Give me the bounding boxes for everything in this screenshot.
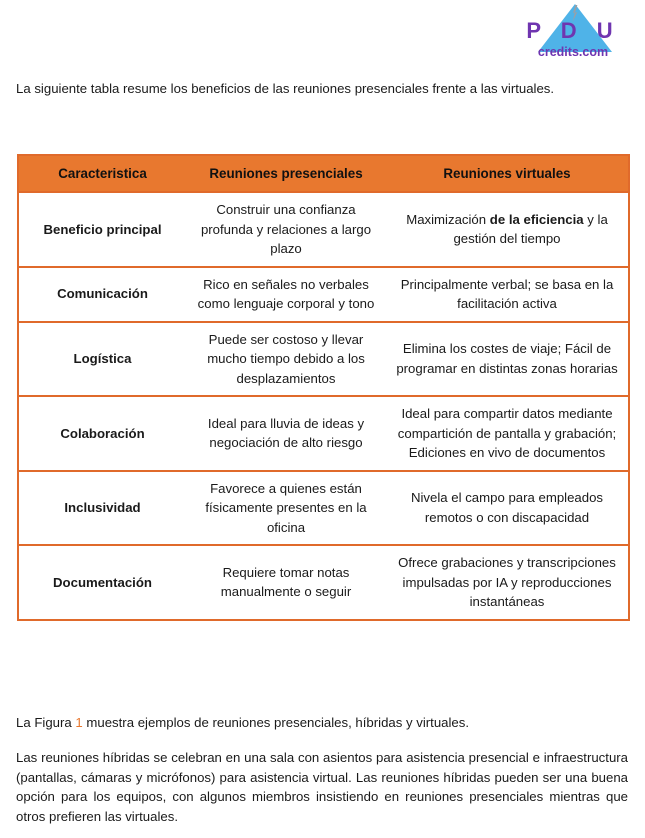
table-row	[18, 267, 629, 322]
virtual-text-pre: Maximización	[406, 211, 490, 227]
figure-ref-before: La Figura	[16, 715, 76, 730]
row-feature-label: Colaboración	[18, 396, 186, 471]
table-header	[18, 155, 629, 192]
column-header-in-person: Reuniones presenciales	[186, 155, 386, 192]
table-body	[18, 192, 629, 620]
row-feature-label: Inclusividad	[18, 471, 186, 546]
virtual-text-bold: de la eficiencia	[489, 211, 584, 227]
column-header-virtual: Reuniones virtuales	[386, 155, 629, 192]
figure-reference-paragraph	[16, 713, 628, 733]
row-in-person-value: Rico en señales no verbales como lenguaje corporal y tono	[186, 267, 386, 322]
hybrid-meetings-paragraph: Las reuniones híbridas se celebran en una sala con asientos para asistencia presencial e infraestructura (pantallas, cámaras y micrófonos) para asistencia virtual. Las reuniones híbridas pueden ser una buena opción para los equipos, con algunos miembros insistiendo en reuniones presenciales mientras que otros prefieren las virtuales.	[16, 750, 628, 824]
row-virtual-value: Nivela el campo para empleados remotos o con discapacidad	[386, 471, 629, 546]
intro-paragraph: La siguiente tabla resume los beneficios de las reuniones presenciales frente a las virtuales.	[16, 81, 555, 96]
figure-number: 1	[75, 715, 83, 730]
row-virtual-value: Ideal para compartir datos mediante compartición de pantalla y grabación; Ediciones en vivo de documentos	[386, 396, 629, 471]
logo-domain: credits.com	[537, 45, 609, 59]
table-row	[18, 322, 629, 397]
table-row	[18, 396, 629, 471]
row-feature-label: Logística	[18, 322, 186, 397]
virtual-text-post: y la gestión del tiempo	[453, 211, 608, 247]
comparison-table	[17, 154, 630, 621]
table-row	[18, 192, 629, 267]
logo-letters: P D U	[526, 18, 620, 43]
row-feature-label: Comunicación	[18, 267, 186, 322]
pducredits-logo	[518, 4, 628, 66]
row-virtual-value: Elimina los costes de viaje; Fácil de programar en distintas zonas horarias	[386, 322, 629, 397]
row-virtual-value: Principalmente verbal; se basa en la facilitación activa	[386, 267, 629, 322]
row-in-person-value: Puede ser costoso y llevar mucho tiempo debido a los desplazamientos	[186, 322, 386, 397]
row-virtual-value	[386, 192, 629, 267]
row-feature-label: Documentación	[18, 545, 186, 620]
row-in-person-value: Ideal para lluvia de ideas y negociación de alto riesgo	[186, 396, 386, 471]
table-row	[18, 471, 629, 546]
table-header-row	[18, 155, 629, 192]
column-header-feature: Caracteristica	[18, 155, 186, 192]
figure-ref-after: muestra ejemplos de reuniones presenciales, híbridas y virtuales.	[82, 715, 470, 730]
table-row	[18, 545, 629, 620]
row-in-person-value: Requiere tomar notas manualmente o seguir	[186, 545, 386, 620]
row-feature-label: Beneficio principal	[18, 192, 186, 267]
row-virtual-value: Ofrece grabaciones y transcripciones impulsadas por IA y reproducciones instantáneas	[386, 545, 629, 620]
row-in-person-value: Favorece a quienes están físicamente presentes en la oficina	[186, 471, 386, 546]
row-in-person-value: Construir una confianza profunda y relaciones a largo plazo	[186, 192, 386, 267]
